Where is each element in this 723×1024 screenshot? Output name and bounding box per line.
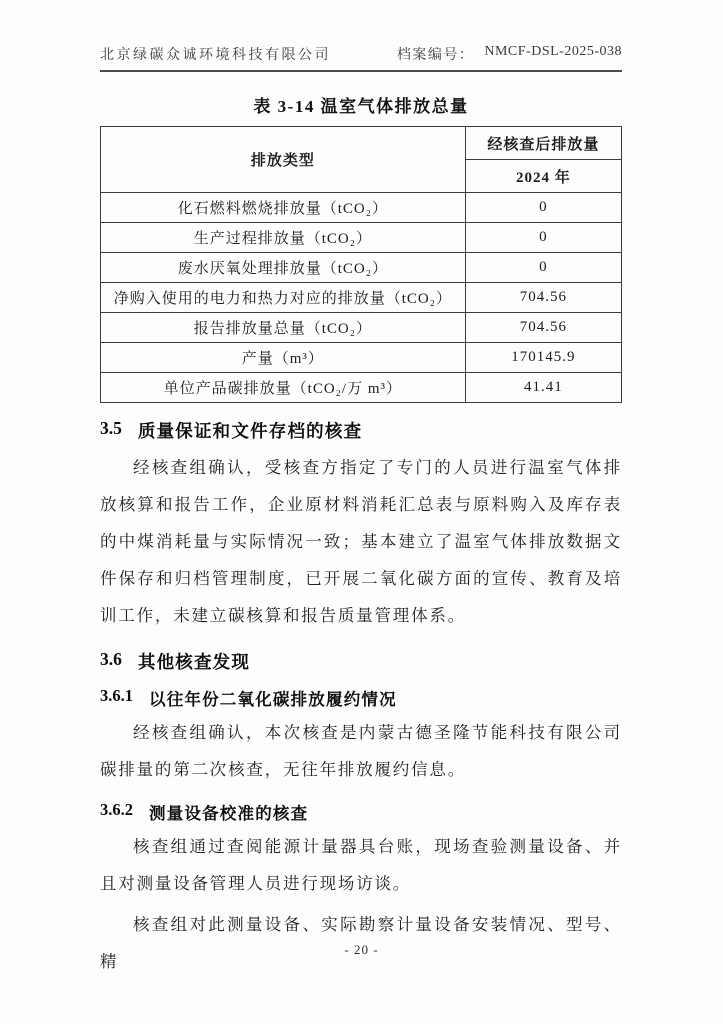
table-row xyxy=(101,193,622,223)
row-label: 单位产品碳排放量（tCO₂/万 m³） xyxy=(101,373,466,403)
file-number xyxy=(397,44,622,64)
row-value: 0 xyxy=(465,193,621,223)
row-value: 170145.9 xyxy=(465,343,621,373)
row-label: 净购入使用的电力和热力对应的排放量（tCO₂） xyxy=(101,283,466,313)
header-cell-year: 2024 年 xyxy=(465,160,621,193)
table-title: 表 3-14 温室气体排放总量 xyxy=(253,97,469,116)
row-value: 0 xyxy=(465,253,621,283)
section-title: 其他核查发现 xyxy=(137,652,251,672)
table-row xyxy=(101,253,622,283)
section-number: 3.6.2 xyxy=(100,800,133,819)
page-number: - 20 - xyxy=(344,942,379,957)
section-number: 3.6.1 xyxy=(100,686,133,705)
file-number-label: 档案编号： xyxy=(396,48,475,63)
row-value: 704.56 xyxy=(465,313,621,343)
row-value: 704.56 xyxy=(465,283,621,313)
section-3-6-1-paragraph: 经核查组确认，本次核查是内蒙古德圣隆节能科技有限公司碳排量的第二次核查，无往年排放履约信息。 xyxy=(100,723,622,779)
table-row xyxy=(101,223,622,253)
section-heading-3-5 xyxy=(100,418,622,443)
table-header-row-1 xyxy=(101,127,622,160)
row-value: 0 xyxy=(465,223,621,253)
document-header xyxy=(100,44,622,72)
section-number: 3.6 xyxy=(100,649,122,669)
row-label: 生产过程排放量（tCO₂） xyxy=(101,223,466,253)
section-3-5-paragraph: 经核查组确认，受核查方指定了专门的人员进行温室气体排放核算和报告工作，企业原材料消耗汇总表与原料购入及库存表的中煤消耗量与实际情况一致；基本建立了温室气体排放数据文件保存和归档管理制度，已开展二氧化碳方面的宣传、教育及培训工作，未建立碳核算和报告质量管理体系。 xyxy=(100,458,622,625)
section-heading-3-6 xyxy=(100,649,622,674)
section-title: 质量保证和文件存档的核查 xyxy=(137,421,363,441)
company-name: 北京绿碳众诚环境科技有限公司 xyxy=(100,48,331,63)
row-label: 废水厌氧处理排放量（tCO₂） xyxy=(101,253,466,283)
section-heading-3-6-1 xyxy=(100,686,622,710)
row-label: 报告排放量总量（tCO₂） xyxy=(101,313,466,343)
row-label: 化石燃料燃烧排放量（tCO₂） xyxy=(101,193,466,223)
section-title: 以往年份二氧化碳排放履约情况 xyxy=(149,690,397,709)
table-row xyxy=(101,343,622,373)
table-row xyxy=(101,373,622,403)
row-value: 41.41 xyxy=(465,373,621,403)
row-label: 产量（m³） xyxy=(101,343,466,373)
section-3-6-2-paragraph-2: 核查组对此测量设备、实际勘察计量设备安装情况、型号、精 xyxy=(100,915,622,971)
header-cell-type: 排放类型 xyxy=(101,127,466,193)
table-row xyxy=(101,313,622,343)
page-content xyxy=(100,44,622,980)
file-number-value: NMCF-DSL-2025-038 xyxy=(484,44,622,59)
section-title: 测量设备校准的核查 xyxy=(149,804,309,823)
section-number: 3.5 xyxy=(100,418,122,438)
emissions-table xyxy=(100,126,622,403)
section-3-6-2-paragraph-1: 核查组通过查阅能源计量器具台账，现场查验测量设备、并且对测量设备管理人员进行现场访谈。 xyxy=(100,837,622,893)
header-cell-verified: 经核查后排放量 xyxy=(465,127,621,160)
table-row xyxy=(101,283,622,313)
section-heading-3-6-2 xyxy=(100,800,622,824)
